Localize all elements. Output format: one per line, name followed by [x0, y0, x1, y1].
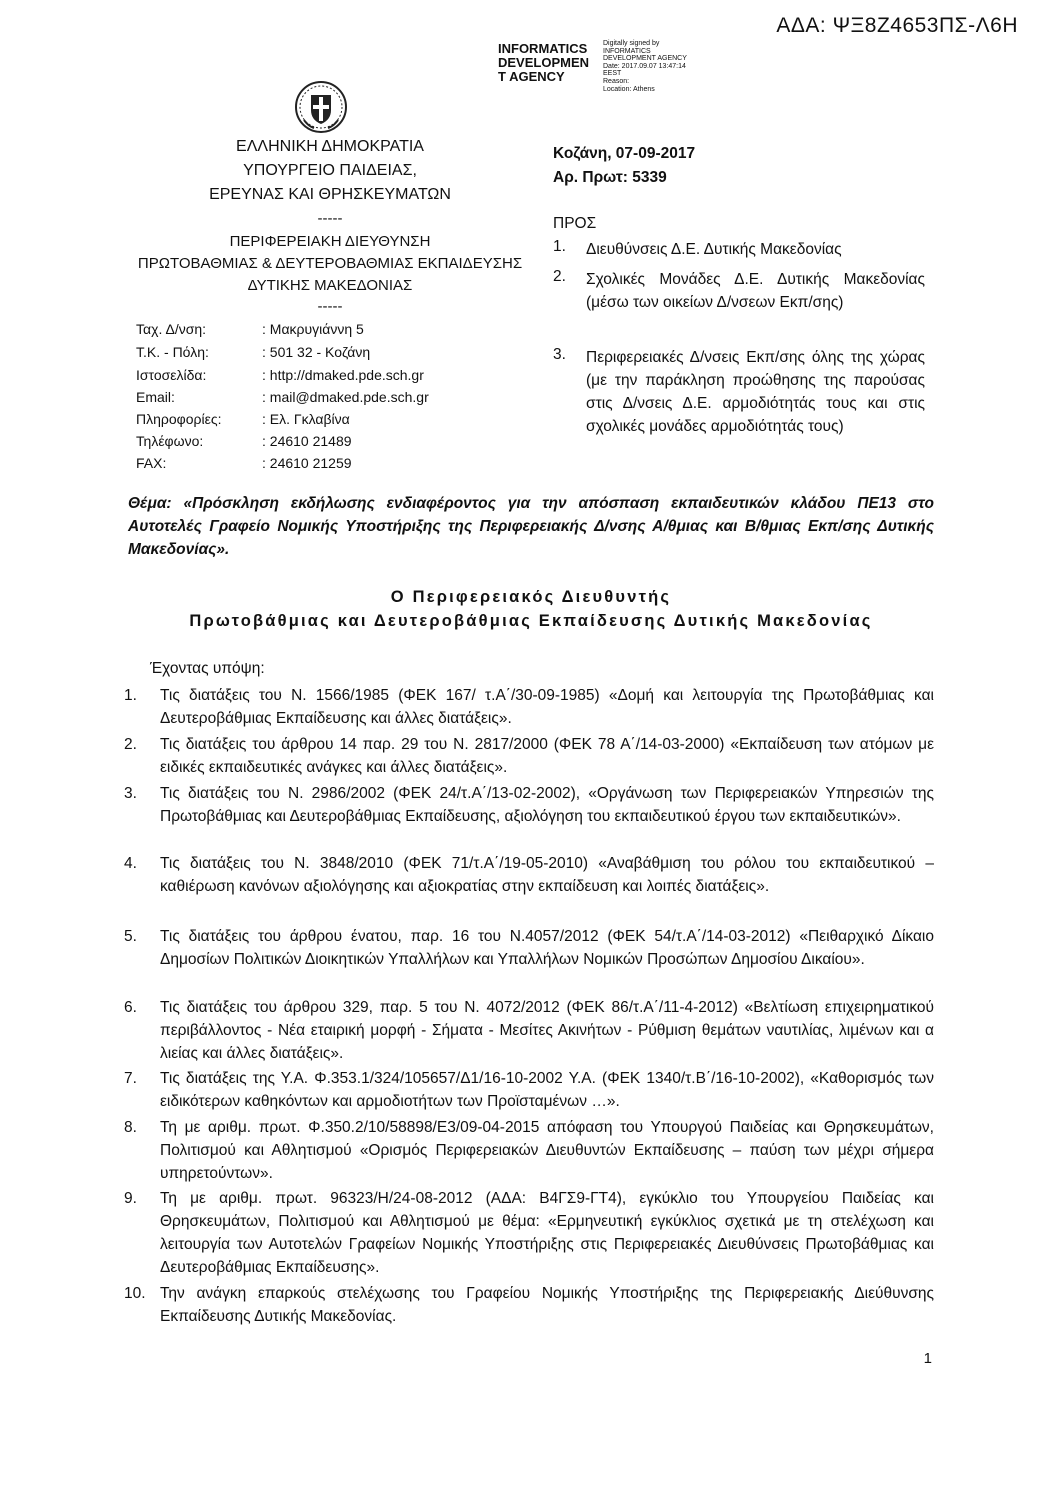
director-title: Ο Περιφερειακός Διευθυντής [390, 588, 672, 606]
contact-value: : 501 32 - Κοζάνη [262, 344, 371, 360]
recipients-label: ΠΡΟΣ [553, 215, 597, 232]
signature-detail: EEST [603, 70, 622, 78]
signature-details [603, 40, 733, 93]
list-item-text: Τις διατάξεις του άρθρου 14 παρ. 29 του Ν. 2817/2000 (ΦΕΚ 78 Α΄/14-03-2000) «Εκπαίδευση των ατόμων με ειδικές εκπαιδευτικές ανάγκες και άλλες διατάξεις». [160, 736, 934, 776]
recipient-text: Σχολικές Μονάδες Δ.Ε. Δυτικής Μακεδονίας (μέσω των οικείων Δ/νσεων Εκπ/σης) [586, 271, 925, 311]
list-item-text: Τις διατάξεις του Ν. 2986/2002 (ΦΕΚ 24/τ.Α΄/13-02-2002), «Οργάνωση των Περιφερειακών Υπηρεσιών της Πρωτοβάθμιας και Δευτεροβάθμιας Εκπαίδευσης, αξιολόγηση του εκπαιδευτικού έργου των εκπαιδευτικών». [160, 785, 934, 825]
list-item-text: Τις διατάξεις του Ν. 3848/2010 (ΦΕΚ 71/τ.Α΄/19-05-2010) «Αναβάθμιση του ρόλου του εκπαιδευτικού – καθιέρωση κανόνων αξιολόγησης και αξιοκρατίας στην εκπαίδευση και λοιπές διατάξεις». [160, 855, 934, 895]
signature-org-line: DEVELOPMEN [498, 55, 590, 70]
signature-org-line: INFORMATICS [498, 41, 588, 56]
document-date: Κοζάνη, 07-09-2017 [553, 145, 696, 162]
contact-label: Τηλέφωνο: [136, 433, 204, 449]
header-region: ΔΥΤΙΚΗΣ ΜΑΚΕΔΟΝΙΑΣ [247, 277, 413, 294]
list-item-number: 2. [124, 736, 137, 753]
document-subject: Θέμα: «Πρόσκληση εκδήλωσης ενδιαφέροντος για την απόσπαση εκπαιδευτικών κλάδου ΠΕ13 στο Αυτοτελές Γραφείο Νομικής Υποστήριξης της Περιφερειακής Δ/νσης Α/θμιας και Β/θμιας Εκπ/σης Δυτικής Μακεδονίας». [128, 495, 934, 558]
list-item-number: 3. [124, 785, 137, 802]
recipient-number: 1. [553, 238, 566, 255]
header-directorate-cont: ΠΡΩΤΟΒΑΘΜΙΑΣ & ΔΕΥΤΕΡΟΒΑΘΜΙΑΣ ΕΚΠΑΙΔΕΥΣΗΣ [137, 255, 523, 272]
header-ministry-cont: ΕΡΕΥΝΑΣ ΚΑΙ ΘΡΗΣΚΕΥΜΑΤΩΝ [209, 186, 451, 203]
recipient-text: Περιφερειακές Δ/νσεις Εκπ/σης όλης της χώρας (με την παράκληση προώθησης της παρούσας στις Δ/νσεις Δ.Ε. αρμοδιότητάς τους και στις σχολικές μονάδες αρμοδιότητάς τους) [586, 349, 925, 435]
signature-detail: DEVELOPMENT AGENCY [603, 55, 687, 63]
list-item-number: 8. [124, 1119, 137, 1136]
list-item-text: Τις διατάξεις της Υ.Α. Φ.353.1/324/105657/Δ1/16-10-2002 Υ.Α. (ΦΕΚ 1340/τ.Β΄/16-10-2002), «Καθορισμός των ειδικότερων καθηκόντων και αρμοδιοτήτων των Προϊσταμένων …». [160, 1070, 934, 1110]
signature-detail: INFORMATICS [603, 47, 651, 55]
contact-label: Τ.Κ. - Πόλη: [136, 344, 209, 360]
list-item-text: Τις διατάξεις του άρθρου ένατου, παρ. 16 του Ν.4057/2012 (ΦΕΚ 54/τ.Α΄/14-03-2012) «Πειθαρχικό Δίκαιο Δημοσίων Πολιτικών Διοικητικών Υπαλλήλων και Υπαλλήλων Νομικών Προσώπων Δημοσίου Δικαίου». [160, 928, 934, 968]
considerations-intro: Έχοντας υπόψη: [150, 660, 265, 677]
header-separator: ----- [317, 210, 343, 227]
signature-organization [498, 42, 608, 84]
list-item-number: 7. [124, 1070, 137, 1087]
contact-value: : Ελ. Γκλαβίνα [262, 411, 350, 427]
list-item-number: 10. [124, 1285, 146, 1302]
protocol-number: Αρ. Πρωτ: 5339 [553, 169, 667, 186]
list-item-number: 6. [124, 999, 137, 1016]
contact-label: Email: [136, 389, 175, 405]
contact-value: : Μακρυγιάννη 5 [262, 321, 364, 337]
list-item-text: Τη με αριθμ. πρωτ. 96323/Η/24-08-2012 (ΑΔΑ: Β4ΓΣ9-ΓΤ4), εγκύκλιο του Υπουργείου Παιδείας και Θρησκευμάτων, Πολιτισμού και Αθλητισμού με θέμα: «Ερμηνευτική εγκύκλιος σχετικά με τη στελέχωση και λειτουργία των Αυτοτελών Γραφείων Νομικής Υποστήριξης στις Περιφερειακές Διευθύνσεις Πρωτοβάθμιας και Δευτεροβάθμιας Εκπαίδευσης». [160, 1190, 934, 1276]
recipient-number: 2. [553, 268, 566, 285]
header-directorate: ΠΕΡΙΦΕΡΕΙΑΚΗ ΔΙΕΥΘΥΝΣΗ [229, 233, 431, 250]
signature-org-line: T AGENCY [498, 69, 565, 84]
list-item-number: 5. [124, 928, 137, 945]
list-item-number: 9. [124, 1190, 137, 1207]
greek-emblem-icon [294, 80, 348, 134]
contact-value: : 24610 21489 [262, 433, 352, 449]
signature-detail: Reason: [603, 77, 630, 85]
signature-detail: Date: 2017.09.07 13:47:14 [603, 62, 686, 70]
contact-label: Ταχ. Δ/νση: [136, 321, 207, 337]
ada-code: ΑΔΑ: ΨΞ8Ζ4653ΠΣ-Λ6Η [776, 14, 1018, 37]
list-item-number: 1. [124, 687, 137, 704]
recipient-text: Διευθύνσεις Δ.Ε. Δυτικής Μακεδονίας [586, 241, 842, 258]
header-ministry: ΥΠΟΥΡΓΕΙΟ ΠΑΙΔΕΙΑΣ, [243, 162, 417, 179]
signature-detail: Digitally signed by [603, 40, 660, 47]
list-item-text: Τις διατάξεις του Ν. 1566/1985 (ΦΕΚ 167/ τ.Α΄/30-09-1985) «Δομή και λειτουργία της Πρωτοβάθμιας και Δευτεροβάθμιας Εκπαίδευσης και άλλες διατάξεις». [160, 687, 934, 727]
contact-email-link[interactable]: : mail@dmaked.pde.sch.gr [262, 389, 429, 405]
contact-value: : 24610 21259 [262, 455, 352, 471]
contact-website-link[interactable]: : http://dmaked.pde.sch.gr [262, 367, 424, 383]
header-separator: ----- [317, 298, 343, 315]
list-item-number: 4. [124, 855, 137, 872]
list-item-text: Την ανάγκη επαρκούς στελέχωσης του Γραφείου Νομικής Υποστήριξης της Περιφερειακής Διεύθυνσης Εκπαίδευσης Δυτικής Μακεδονίας. [160, 1285, 934, 1325]
director-title-cont: Πρωτοβάθμιας και Δευτεροβάθμιας Εκπαίδευσης Δυτικής Μακεδονίας [189, 612, 873, 630]
recipient-number: 3. [553, 346, 566, 363]
contact-label: Ιστοσελίδα: [136, 367, 207, 383]
contact-label: Πληροφορίες: [136, 411, 222, 427]
contact-label: FAX: [136, 455, 167, 471]
page-number: 1 [923, 1350, 932, 1367]
list-item-text: Τη με αριθμ. πρωτ. Φ.350.2/10/58898/Ε3/09-04-2015 απόφαση του Υπουργού Παιδείας και Θρησκευμάτων, Πολιτισμού και Αθλητισμού «Ορισμός Περιφερειακών Διευθυντών Εκπαίδευσης – παύση των μέχρι σήμερα υπηρετούντων». [160, 1119, 934, 1182]
signature-detail: Location: Athens [603, 85, 655, 93]
header-republic: ΕΛΛΗΝΙΚΗ ΔΗΜΟΚΡΑΤΙΑ [236, 138, 424, 155]
list-item-text: Τις διατάξεις του άρθρου 329, παρ. 5 του Ν. 4072/2012 (ΦΕΚ 86/τ.Α΄/11-4-2012) «Βελτίωση επιχειρηματικού περιβάλλοντος - Νέα εταιρική μορφή - Σήματα - Μεσίτες Ακινήτων - Ρύθμιση θεμάτων ναυτιλίας, λιμένων και α λιείας και άλλες διατάξεις». [160, 999, 934, 1062]
